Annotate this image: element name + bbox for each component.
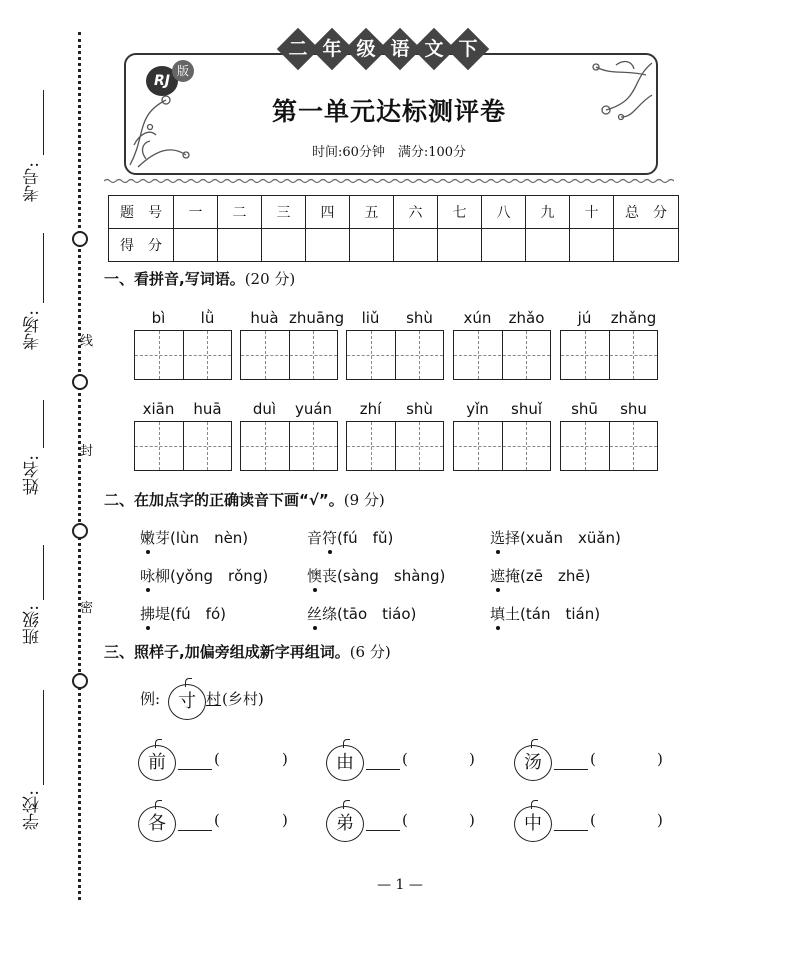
q3-title: 三、照样子,加偏旁组成新字再组词。 <box>104 643 350 661</box>
answer-blank[interactable] <box>554 768 588 770</box>
pinyin: bì <box>151 309 166 327</box>
char: 芽 <box>155 529 171 547</box>
score-cell[interactable] <box>218 229 262 262</box>
char: 堤 <box>155 605 171 623</box>
seal-word-line: 线 <box>80 334 94 349</box>
answer-blank[interactable] <box>178 829 212 831</box>
page-title: 第一单元达标测评卷 <box>271 97 506 126</box>
char: 土 <box>505 605 521 623</box>
score-head-cell: 题 号 <box>109 196 174 229</box>
score-row-label: 得 分 <box>109 229 174 262</box>
pinyin: huā <box>193 400 222 418</box>
class-line[interactable] <box>43 545 44 600</box>
paren-open: ( <box>214 750 220 768</box>
score-cell[interactable] <box>482 229 526 262</box>
pinyin: shu <box>620 400 647 418</box>
time-info: 时间:60分钟 满分:100分 <box>311 145 467 160</box>
score-head-cell: 二 <box>218 196 262 229</box>
writing-grid[interactable] <box>240 421 338 471</box>
example-word: (乡村) <box>222 690 264 708</box>
dotted-char: 遮 <box>490 567 506 585</box>
pinyin: zhǎng <box>610 309 657 327</box>
answer-blank[interactable] <box>178 768 212 770</box>
pinyin: duì <box>252 400 277 418</box>
paren-close: ) <box>657 750 663 768</box>
dotted-char: 懊 <box>307 567 323 585</box>
pinyin: zhuāng <box>289 309 345 327</box>
binding-ring <box>72 231 88 247</box>
pinyin-options: (fú fǔ) <box>337 529 394 547</box>
class-label: 班级: <box>23 605 43 645</box>
pinyin-options: (zē zhē) <box>520 567 591 585</box>
apple-char: 弟 <box>326 806 364 842</box>
score-cell[interactable] <box>614 229 679 262</box>
binding-ring <box>72 374 88 390</box>
paren-open: ( <box>214 811 220 829</box>
edition-badge <box>146 60 194 96</box>
score-head-cell: 六 <box>394 196 438 229</box>
score-cell[interactable] <box>350 229 394 262</box>
pinyin: yǐn <box>466 400 489 418</box>
apple-char: 前 <box>138 745 176 781</box>
q3-heading <box>104 641 391 662</box>
score-head-cell: 一 <box>174 196 218 229</box>
char: 音 <box>307 529 323 547</box>
score-head-cell: 三 <box>262 196 306 229</box>
answer-blank[interactable] <box>366 768 400 770</box>
example-answer: 村 <box>206 690 222 708</box>
writing-grid[interactable] <box>560 421 658 471</box>
score-head-cell: 七 <box>438 196 482 229</box>
apple-char: 汤 <box>514 745 552 781</box>
score-cell[interactable] <box>526 229 570 262</box>
dotted-char: 咏 <box>140 567 156 585</box>
example-prefix: 例: <box>140 690 161 708</box>
pronunciation-item[interactable] <box>140 527 248 548</box>
pinyin: shuǐ <box>511 400 542 418</box>
subject-char: 语 <box>379 28 421 70</box>
pronunciation-item[interactable] <box>490 603 600 624</box>
q2-points: (9 分) <box>343 491 385 509</box>
q1-points: (20 分) <box>244 270 296 288</box>
score-head-cell: 八 <box>482 196 526 229</box>
exam-number-label: 考号: <box>23 162 43 202</box>
pinyin: xún <box>463 309 492 327</box>
page-number: — 1 — <box>377 877 423 893</box>
score-cell[interactable] <box>570 229 614 262</box>
name-line[interactable] <box>43 400 44 448</box>
pinyin: huà <box>250 309 279 327</box>
score-cell[interactable] <box>394 229 438 262</box>
subject-char: 下 <box>447 28 489 70</box>
q2-title: 二、在加点字的正确读音下画“√”。 <box>104 491 344 509</box>
subject-char: 文 <box>413 28 455 70</box>
paren-open: ( <box>590 750 596 768</box>
dotted-char: 丝 <box>307 605 323 623</box>
q1-heading <box>104 268 295 289</box>
pronunciation-item[interactable] <box>140 565 268 586</box>
score-table <box>108 195 679 262</box>
writing-grid[interactable] <box>453 330 551 380</box>
score-head-cell: 总 分 <box>614 196 679 229</box>
school-label: 学校: <box>23 790 43 830</box>
writing-grid[interactable] <box>453 421 551 471</box>
dotted-char: 拂 <box>140 605 156 623</box>
dotted-char: 嫩 <box>140 529 156 547</box>
writing-grid[interactable] <box>240 330 338 380</box>
exam-number-line[interactable] <box>43 90 44 155</box>
score-cell[interactable] <box>306 229 350 262</box>
char: 柳 <box>155 567 171 585</box>
answer-blank[interactable] <box>366 829 400 831</box>
q2-heading <box>104 489 385 510</box>
binding-ring <box>72 673 88 689</box>
subject-char: 级 <box>345 28 387 70</box>
pinyin-options: (tāo tiáo) <box>337 605 417 623</box>
char: 丧 <box>322 567 338 585</box>
paren-close: ) <box>282 750 288 768</box>
pinyin: jú <box>577 309 592 327</box>
pinyin-options: (tán tián) <box>520 605 601 623</box>
writing-grid[interactable] <box>346 330 444 380</box>
exam-room-label: 考场: <box>23 310 43 350</box>
pinyin-options: (lùn nèn) <box>170 529 249 547</box>
wavy-divider <box>104 178 674 184</box>
pronunciation-item[interactable] <box>307 527 393 548</box>
exam-room-line[interactable] <box>43 233 44 303</box>
name-label: 姓名: <box>23 455 43 495</box>
score-cell[interactable] <box>262 229 306 262</box>
binding-dotted-line <box>78 32 81 900</box>
apple-char: 中 <box>514 806 552 842</box>
dotted-char: 选 <box>490 529 506 547</box>
pronunciation-item[interactable] <box>140 603 226 624</box>
school-line[interactable] <box>43 690 44 785</box>
pinyin: xiān <box>142 400 175 418</box>
pinyin: shù <box>406 309 433 327</box>
paren-close: ) <box>282 811 288 829</box>
q3-points: (6 分) <box>349 643 391 661</box>
pinyin: lǜ <box>200 309 215 327</box>
score-value-row <box>109 229 679 262</box>
paren-close: ) <box>469 811 475 829</box>
pinyin: shù <box>406 400 433 418</box>
apple-char: 各 <box>138 806 176 842</box>
char: 绦 <box>322 605 338 623</box>
subject-diamonds <box>283 34 483 64</box>
score-cell[interactable] <box>438 229 482 262</box>
pinyin-options: (yǒng rǒng) <box>170 567 269 585</box>
pronunciation-item[interactable] <box>307 565 445 586</box>
score-head-cell: 四 <box>306 196 350 229</box>
writing-grid[interactable] <box>134 330 232 380</box>
pronunciation-item[interactable] <box>307 603 416 624</box>
score-header-row <box>109 196 679 229</box>
paren-open: ( <box>402 811 408 829</box>
edition-main: RJ <box>146 66 178 96</box>
pronunciation-item[interactable] <box>490 565 590 586</box>
pinyin-options: (sàng shàng) <box>337 567 446 585</box>
pinyin-options: (fú fó) <box>170 605 226 623</box>
edition-suffix: 版 <box>172 60 194 82</box>
writing-grid[interactable] <box>134 421 232 471</box>
pronunciation-item[interactable] <box>490 527 621 548</box>
apple-char-example: 寸 <box>168 684 206 720</box>
dotted-char: 填 <box>490 605 506 623</box>
pinyin-options: (xuǎn xüǎn) <box>520 529 621 547</box>
pinyin: yuán <box>294 400 333 418</box>
subject-char: 年 <box>311 28 353 70</box>
paren-open: ( <box>590 811 596 829</box>
score-head-cell: 十 <box>570 196 614 229</box>
paren-open: ( <box>402 750 408 768</box>
pinyin: zhǎo <box>508 309 545 327</box>
seal-word-seal: 封 <box>80 444 94 459</box>
score-head-cell: 五 <box>350 196 394 229</box>
binding-ring <box>72 523 88 539</box>
score-cell[interactable] <box>174 229 218 262</box>
pinyin: zhí <box>359 400 382 418</box>
writing-grid[interactable] <box>346 421 444 471</box>
char: 择 <box>505 529 521 547</box>
dotted-char: 符 <box>322 529 338 547</box>
seal-word-secret: 密 <box>80 601 94 616</box>
paren-close: ) <box>657 811 663 829</box>
apple-char: 由 <box>326 745 364 781</box>
char: 掩 <box>505 567 521 585</box>
pinyin: shū <box>571 400 598 418</box>
subject-char: 二 <box>277 28 319 70</box>
paren-close: ) <box>469 750 475 768</box>
q1-title: 一、看拼音,写词语。 <box>104 270 245 288</box>
writing-grid[interactable] <box>560 330 658 380</box>
answer-blank[interactable] <box>554 829 588 831</box>
score-head-cell: 九 <box>526 196 570 229</box>
example-line <box>140 688 160 709</box>
pinyin: liǔ <box>361 309 380 327</box>
